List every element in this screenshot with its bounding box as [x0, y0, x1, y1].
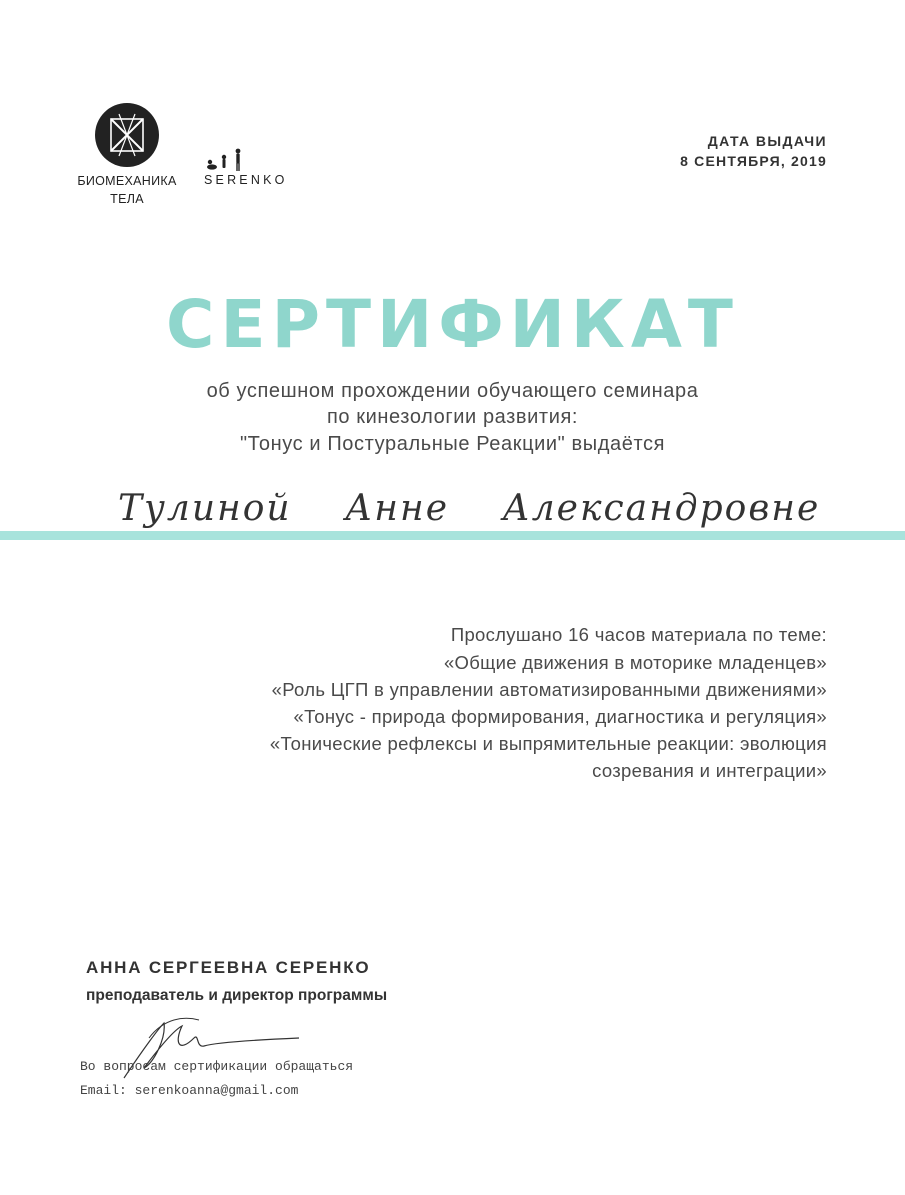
logo-name-line1: БИОМЕХАНИКА	[77, 174, 177, 188]
partner-logo-text: SERENKO	[204, 173, 288, 187]
certificate-title: СЕРТИФИКАТ	[166, 286, 739, 363]
topic-line: «Роль ЦГП в управлении автоматизированными движениями»	[271, 679, 827, 700]
logo-name	[70, 172, 184, 208]
evolution-figures-icon	[204, 146, 252, 172]
name-underline	[0, 531, 905, 540]
director-name: АННА СЕРГЕЕВНА СЕРЕНКО	[86, 958, 371, 977]
intro-line: по кинезологии развития:	[326, 406, 579, 428]
topic-line: созревания и интеграции»	[592, 760, 827, 781]
logo-name-line2: ТЕЛА	[110, 192, 144, 206]
contact-note: Во вопросам сертификации обращаться	[80, 1059, 354, 1074]
biomechanics-logo-icon	[94, 102, 160, 168]
issue-date-value: 8 СЕНТЯБРЯ, 2019	[680, 153, 827, 169]
intro-line: об успешном прохождении обучающего семинара	[206, 380, 699, 402]
topic-line: «Тонус - природа формирования, диагностика и регуляция»	[293, 706, 827, 727]
issue-date-label: ДАТА ВЫДАЧИ	[707, 133, 827, 149]
topic-line: Прослушано 16 часов материала по теме:	[450, 624, 827, 645]
topic-line: «Тонические рефлексы и выпрямительные реакции: эволюция	[269, 733, 827, 754]
topic-line: «Общие движения в моторике младенцев»	[443, 652, 827, 673]
signature-icon	[104, 1008, 304, 1088]
contact-email: Email: serenkoanna@gmail.com	[80, 1083, 299, 1098]
recipient-name: Тулиной Анне Александровне	[118, 488, 821, 529]
director-role: преподаватель и директор программы	[86, 987, 388, 1004]
intro-line: "Тонус и Постуральные Реакции" выдаётся	[239, 433, 666, 455]
